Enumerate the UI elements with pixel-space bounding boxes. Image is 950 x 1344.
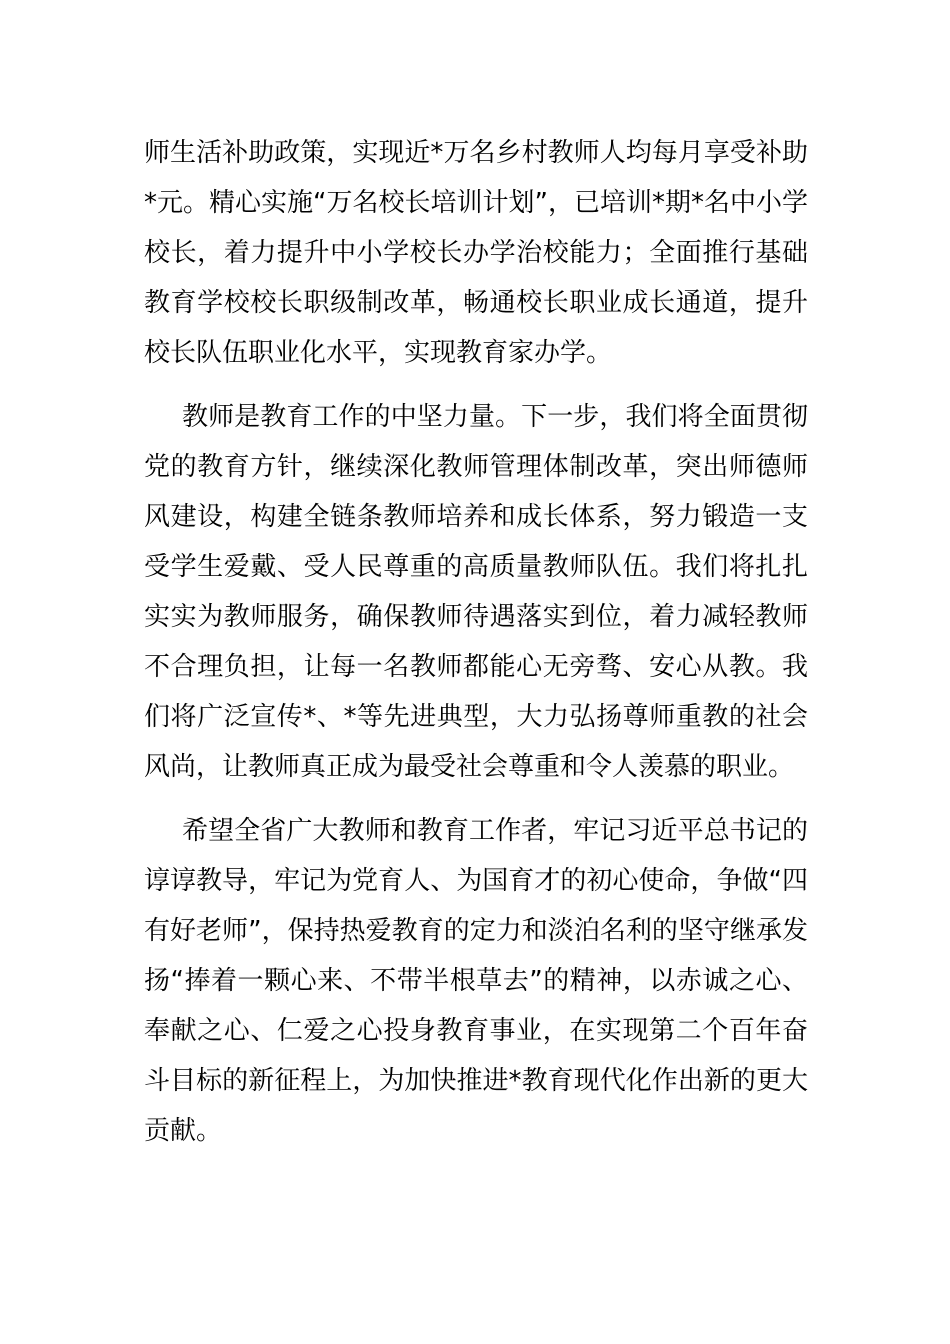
paragraph-hope-for-teachers: 希望全省广大教师和教育工作者，牢记习近平总书记的谆谆教导，牢记为党育人、为国育才的初心使命，争做“四有好老师”，保持热爱教育的定力和淡泊名利的坚守继承发扬“捧着一颗心来、不带半根草去”的精神，以赤诚之心、奉献之心、仁爱之心投身教育事业，在实现第二个百年奋斗目标的新征程上，为加快推进*教育现代化作出新的更大贡献。 — [144, 816, 808, 1146]
paragraph-teachers-core-force: 教师是教育工作的中坚力量。下一步，我们将全面贯彻党的教育方针，继续深化教师管理体制改革，突出师德师风建设，构建全链条教师培养和成长体系，努力锻造一支受学生爱戴、受人民尊重的高质量教师队伍。我们将扎扎实实为教师服务，确保教师待遇落实到位，着力减轻教师不合理负担，让每一名教师都能心无旁骛、安心从教。我们将广泛宣传*、*等先进典型，大力弘扬尊师重教的社会风尚，让教师真正成为最受社会尊重和令人羡慕的职业。 — [144, 402, 808, 782]
paragraph-continuation: 师生活补助政策，实现近*万名乡村教师人均每月享受补助*元。精心实施“万名校长培训计划”，已培训*期*名中小学校长，着力提升中小学校长办学治校能力；全面推行基础教育学校校长职级制改革，畅通校长职业成长通道，提升校长队伍职业化水平，实现教育家办学。 — [144, 138, 808, 368]
document-body — [144, 128, 808, 1156]
